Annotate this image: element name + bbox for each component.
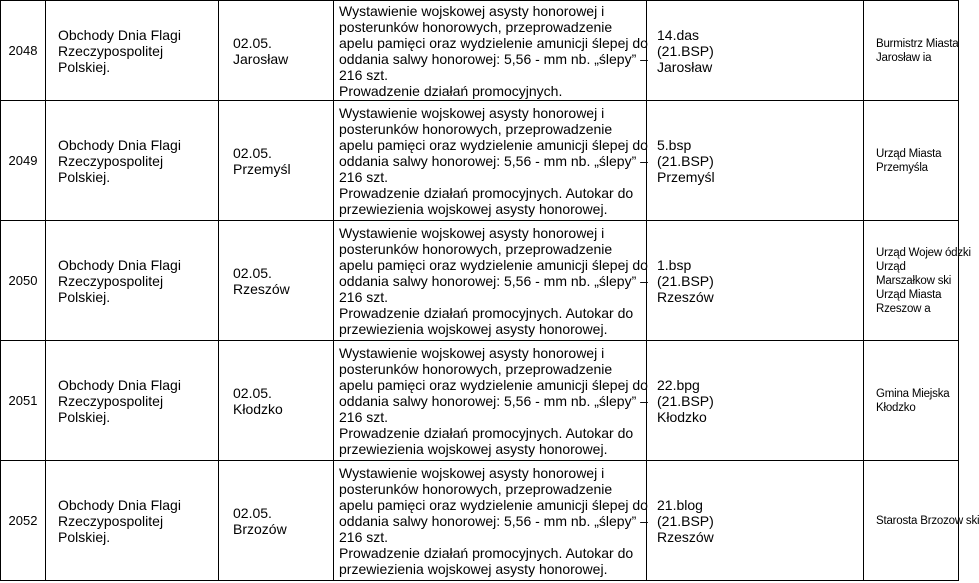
row-number: 2052 — [1, 461, 46, 581]
unit-cell — [647, 461, 864, 581]
description-cell-line: posterunków honorowych, przeprowadzenie — [339, 360, 613, 377]
description-cell-line: 216 szt. — [339, 288, 389, 305]
description-cell-line: Wystawienie wojskowej asysty honorowej i — [339, 224, 605, 241]
description-cell-line: Prowadzenie działań promocyjnych. Autokar do — [339, 184, 634, 201]
unit-cell-line: 14.das — [657, 26, 700, 43]
organizer-cell-line: Gmina Miejska — [876, 387, 950, 400]
organizer-cell-line: Marszałkow ski — [876, 274, 952, 287]
table-row — [1, 101, 959, 221]
unit-cell — [647, 101, 864, 221]
description-cell-line: apelu pamięci oraz wydzielenie amunicji ślepej do — [339, 256, 648, 273]
description-cell-line: oddania salwy honorowej: 5,56 - mm nb. „ślepy” – — [339, 392, 648, 409]
unit-cell-line: (21.BSP) — [657, 392, 714, 409]
description-cell-line: 216 szt. — [339, 408, 389, 425]
description-cell — [334, 101, 647, 221]
occasion-cell — [46, 101, 219, 221]
unit-cell — [647, 221, 864, 341]
description-cell-line: apelu pamięci oraz wydzielenie amunicji ślepej do — [339, 34, 648, 51]
date-location-cell — [219, 341, 334, 461]
organizer-cell — [864, 1, 959, 101]
unit-cell-line: Rzeszów — [657, 288, 714, 305]
unit-cell — [647, 341, 864, 461]
description-cell-line: przewiezienia wojskowej asysty honorowej. — [339, 200, 608, 217]
description-cell-line: Wystawienie wojskowej asysty honorowej i — [339, 344, 605, 361]
date-location-cell-line: Rzeszów — [233, 280, 290, 297]
date-location-cell-line: 02.05. — [233, 384, 272, 401]
description-cell — [334, 1, 647, 101]
unit-cell — [647, 1, 864, 101]
occasion-cell — [46, 1, 219, 101]
unit-cell-line: (21.BSP) — [657, 42, 714, 59]
unit-cell-line: (21.BSP) — [657, 152, 714, 169]
description-cell-line: apelu pamięci oraz wydzielenie amunicji ślepej do — [339, 496, 648, 513]
unit-cell-line: 21.blog — [657, 496, 703, 513]
organizer-cell — [864, 221, 971, 341]
description-cell-line: posterunków honorowych, przeprowadzenie — [339, 240, 613, 257]
description-cell — [334, 461, 647, 581]
date-location-cell-line: 02.05. — [233, 504, 272, 521]
description-cell-line: oddania salwy honorowej: 5,56 - mm nb. „ślepy” – — [339, 50, 648, 67]
date-location-cell-line: 02.05. — [233, 144, 272, 161]
occasion-cell-line: Obchody Dnia Flagi — [58, 496, 181, 513]
description-cell-line: Wystawienie wojskowej asysty honorowej i — [339, 464, 605, 481]
unit-cell-line: Rzeszów — [657, 528, 714, 545]
row-number: 2050 — [1, 221, 46, 341]
description-cell-line: Wystawienie wojskowej asysty honorowej i — [339, 2, 605, 19]
organizer-cell — [864, 341, 959, 461]
occasion-cell-line: Obchody Dnia Flagi — [58, 256, 181, 273]
description-cell-line: oddania salwy honorowej: 5,56 - mm nb. „ślepy” – — [339, 272, 648, 289]
description-cell-line: oddania salwy honorowej: 5,56 - mm nb. „ślepy” – — [339, 152, 648, 169]
unit-cell-line: Przemyśl — [657, 168, 715, 185]
unit-cell-line: Kłodzko — [657, 408, 707, 425]
date-location-cell-line: Brzozów — [233, 520, 287, 537]
occasion-cell-line: Obchody Dnia Flagi — [58, 26, 181, 43]
occasion-cell-line: Rzeczypospolitej — [58, 42, 164, 59]
organizer-cell-line: Rzeszow a — [876, 302, 931, 315]
occasion-cell-line: Polskiej. — [58, 408, 111, 425]
occasion-cell — [46, 461, 219, 581]
description-cell-line: Prowadzenie działań promocyjnych. Autokar do — [339, 544, 634, 561]
occasion-cell-line: Polskiej. — [58, 168, 111, 185]
unit-cell-line: 1.bsp — [657, 256, 692, 273]
description-cell-line: przewiezienia wojskowej asysty honorowej. — [339, 560, 608, 577]
date-location-cell-line: 02.05. — [233, 34, 272, 51]
row-number: 2051 — [1, 341, 46, 461]
organizer-cell-line: Urząd Wojew ódzki — [876, 246, 971, 259]
table-row — [1, 341, 959, 461]
organizer-cell-line: Urząd — [876, 260, 906, 273]
occasion-cell-line: Obchody Dnia Flagi — [58, 136, 181, 153]
description-cell-line: Prowadzenie działań promocyjnych. Autokar do — [339, 304, 634, 321]
table-row — [1, 461, 959, 581]
description-cell-line: Prowadzenie działań promocyjnych. — [339, 82, 563, 99]
organizer-cell-line: Jarosław ia — [876, 51, 932, 64]
description-cell-line: posterunków honorowych, przeprowadzenie — [339, 120, 613, 137]
organizer-cell-line: Urząd Miasta — [876, 147, 942, 160]
row-number: 2048 — [1, 1, 46, 101]
description-cell-line: apelu pamięci oraz wydzielenie amunicji ślepej do — [339, 136, 648, 153]
description-cell-line: posterunków honorowych, przeprowadzenie — [339, 18, 613, 35]
row-number: 2049 — [1, 101, 46, 221]
description-cell-line: 216 szt. — [339, 168, 389, 185]
occasion-cell — [46, 221, 219, 341]
description-cell-line: przewiezienia wojskowej asysty honorowej. — [339, 320, 608, 337]
occasion-cell-line: Polskiej. — [58, 528, 111, 545]
events-table-body — [1, 1, 979, 581]
date-location-cell-line: Jarosław — [233, 50, 289, 67]
date-location-cell — [219, 1, 334, 101]
unit-cell-line: (21.BSP) — [657, 512, 714, 529]
occasion-cell-line: Polskiej. — [58, 288, 111, 305]
unit-cell-line: (21.BSP) — [657, 272, 714, 289]
description-cell-line: 216 szt. — [339, 528, 389, 545]
date-location-cell-line: Kłodzko — [233, 400, 283, 417]
occasion-cell-line: Rzeczypospolitej — [58, 392, 164, 409]
unit-cell-line: 22.bpg — [657, 376, 700, 393]
occasion-cell-line: Rzeczypospolitej — [58, 512, 164, 529]
date-location-cell — [219, 221, 334, 341]
organizer-cell-line: Starosta Brzozow ski — [876, 514, 979, 527]
date-location-cell — [219, 101, 334, 221]
table-row — [1, 1, 959, 101]
description-cell-line: przewiezienia wojskowej asysty honorowej. — [339, 440, 608, 457]
description-cell-line: Wystawienie wojskowej asysty honorowej i — [339, 104, 605, 121]
organizer-cell-line: Przemyśla — [876, 161, 928, 174]
occasion-cell-line: Obchody Dnia Flagi — [58, 376, 181, 393]
unit-cell-line: 5.bsp — [657, 136, 692, 153]
table-row — [1, 221, 959, 341]
description-cell — [334, 341, 647, 461]
organizer-cell-line: Burmistrz Miasta — [876, 37, 959, 50]
occasion-cell — [46, 341, 219, 461]
date-location-cell-line: Przemyśl — [233, 160, 291, 177]
description-cell-line: apelu pamięci oraz wydzielenie amunicji ślepej do — [339, 376, 648, 393]
organizer-cell-line: Urząd Miasta — [876, 288, 942, 301]
organizer-cell — [864, 101, 959, 221]
occasion-cell-line: Rzeczypospolitej — [58, 272, 164, 289]
description-cell — [334, 221, 647, 341]
unit-cell-line: Jarosław — [657, 58, 713, 75]
organizer-cell-line: Kłodzko — [876, 401, 916, 414]
date-location-cell — [219, 461, 334, 581]
organizer-cell — [864, 461, 979, 581]
date-location-cell-line: 02.05. — [233, 264, 272, 281]
description-cell-line: oddania salwy honorowej: 5,56 - mm nb. „ślepy” – — [339, 512, 648, 529]
description-cell-line: 216 szt. — [339, 66, 389, 83]
occasion-cell-line: Rzeczypospolitej — [58, 152, 164, 169]
description-cell-line: posterunków honorowych, przeprowadzenie — [339, 480, 613, 497]
occasion-cell-line: Polskiej. — [58, 58, 111, 75]
description-cell-line: Prowadzenie działań promocyjnych. Autokar do — [339, 424, 634, 441]
